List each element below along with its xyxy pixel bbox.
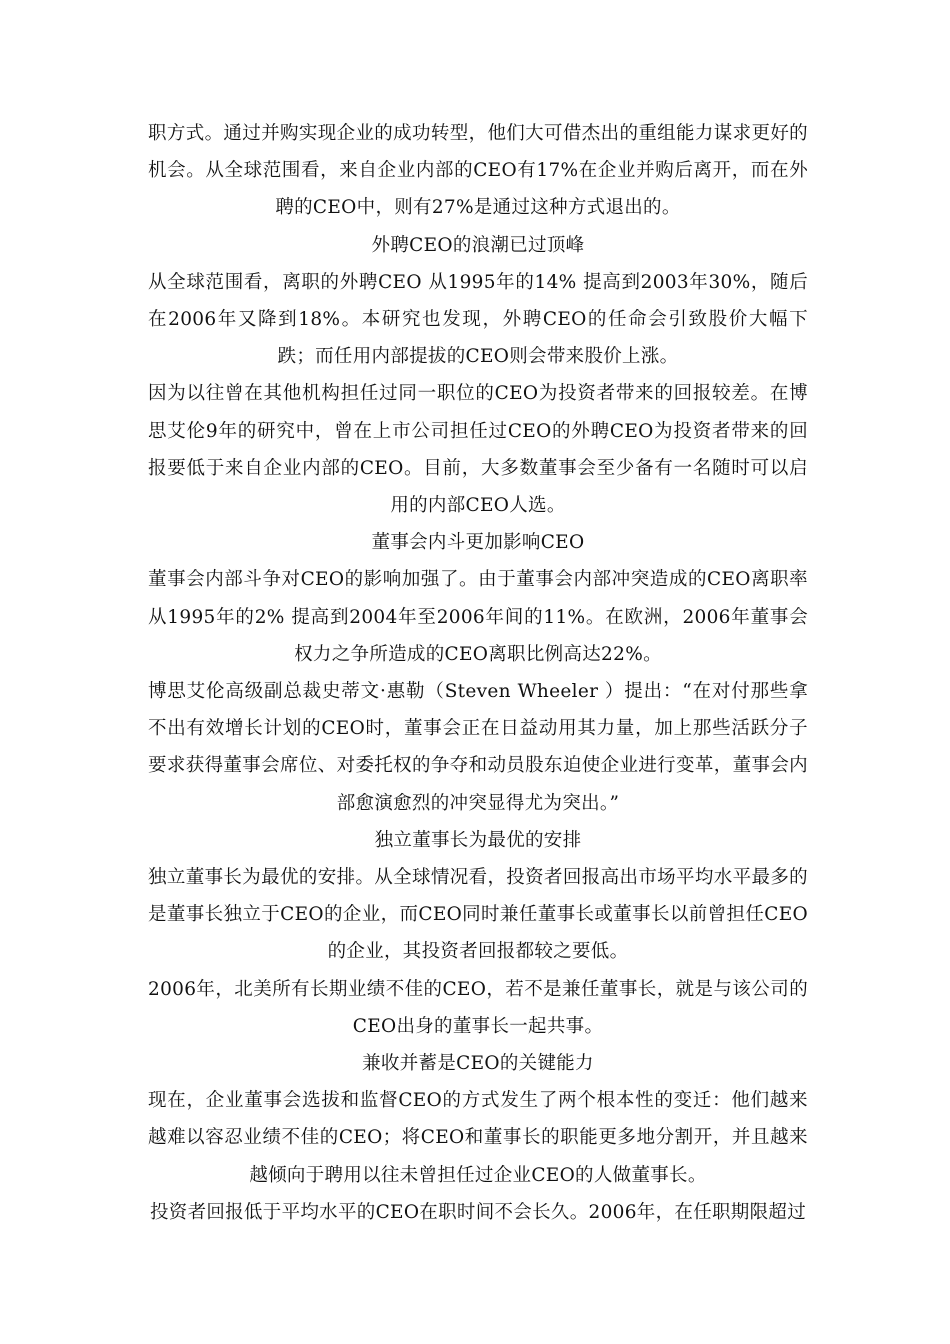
paragraph-2: 从全球范围看，离职的外聘CEO 从1995年的14% 提高到2003年30%，随后在2006年又降到18%。本研究也发现，外聘CEO的任命会引致股价大幅下跌；而任用内部提拔的CEO则会带来股价上涨。 [148,271,808,368]
section-heading-independent-chairman: 独立董事长为最优的安排 [374,829,582,851]
paragraph-5: 博思艾伦高级副总裁史蒂文·惠勒（Steven Wheeler ）提出：“在对付那些拿不出有效增长计划的CEO时，董事会正在日益动用其力量，加上那些活跃分子要求获得董事会席位、对委托权的争夺和动员股东迫使企业进行变革，董事会内部愈演愈烈的冲突显得尤为突出。” [148,681,808,814]
paragraph-3: 因为以往曾在其他机构担任过同一职位的CEO为投资者带来的回报较差。在博思艾伦9年的研究中，曾在上市公司担任过CEO的外聘CEO为投资者带来的回报要低于来自企业内部的CEO。目前，大多数董事会至少备有一名随时可以启用的内部CEO人选。 [148,383,808,517]
paragraph-7: 2006年，北美所有长期业绩不佳的CEO，若不是兼任董事长，就是与该公司的CEO出身的董事长一起共事。 [148,978,808,1037]
paragraph-8: 现在，企业董事会选拔和监督CEO的方式发生了两个根本性的变迁：他们越来越难以容忍业绩不佳的CEO；将CEO和董事长的职能更多地分割开，并且越来越倾向于聘用以往未曾担任过企业CEO的人做董事长。 [148,1090,808,1186]
section-heading-board-conflict: 董事会内斗更加影响CEO [371,532,585,554]
paragraph-1: 职方式。通过并购实现企业的成功转型，他们大可借杰出的重组能力谋求更好的机会。从全球范围看，来自企业内部的CEO有17%在企业并购后离开，而在外聘的CEO中，则有27%是通过这种方式退出的。 [148,123,808,219]
paragraph-4: 董事会内部斗争对CEO的影响加强了。由于董事会内部冲突造成的CEO离职率从1995年的2% 提高到2004年至2006年间的11%。在欧洲，2006年董事会权力之争所造成的CEO离职比例高达22%。 [148,569,808,665]
paragraph-9: 投资者回报低于平均水平的CEO在职时间不会长久。2006年，在任职期限超过 [149,1201,806,1223]
document-body [148,115,808,1231]
paragraph-6: 独立董事长为最优的安排。从全球情况看，投资者回报高出市场平均水平最多的是董事长独立于CEO的企业，而CEO同时兼任董事长或董事长以前曾担任CEO的企业，其投资者回报都较之要低。 [148,867,808,963]
section-heading-external-ceo: 外聘CEO的浪潮已过顶峰 [371,234,585,256]
section-heading-key-ability: 兼收并蓄是CEO的关键能力 [362,1053,594,1075]
